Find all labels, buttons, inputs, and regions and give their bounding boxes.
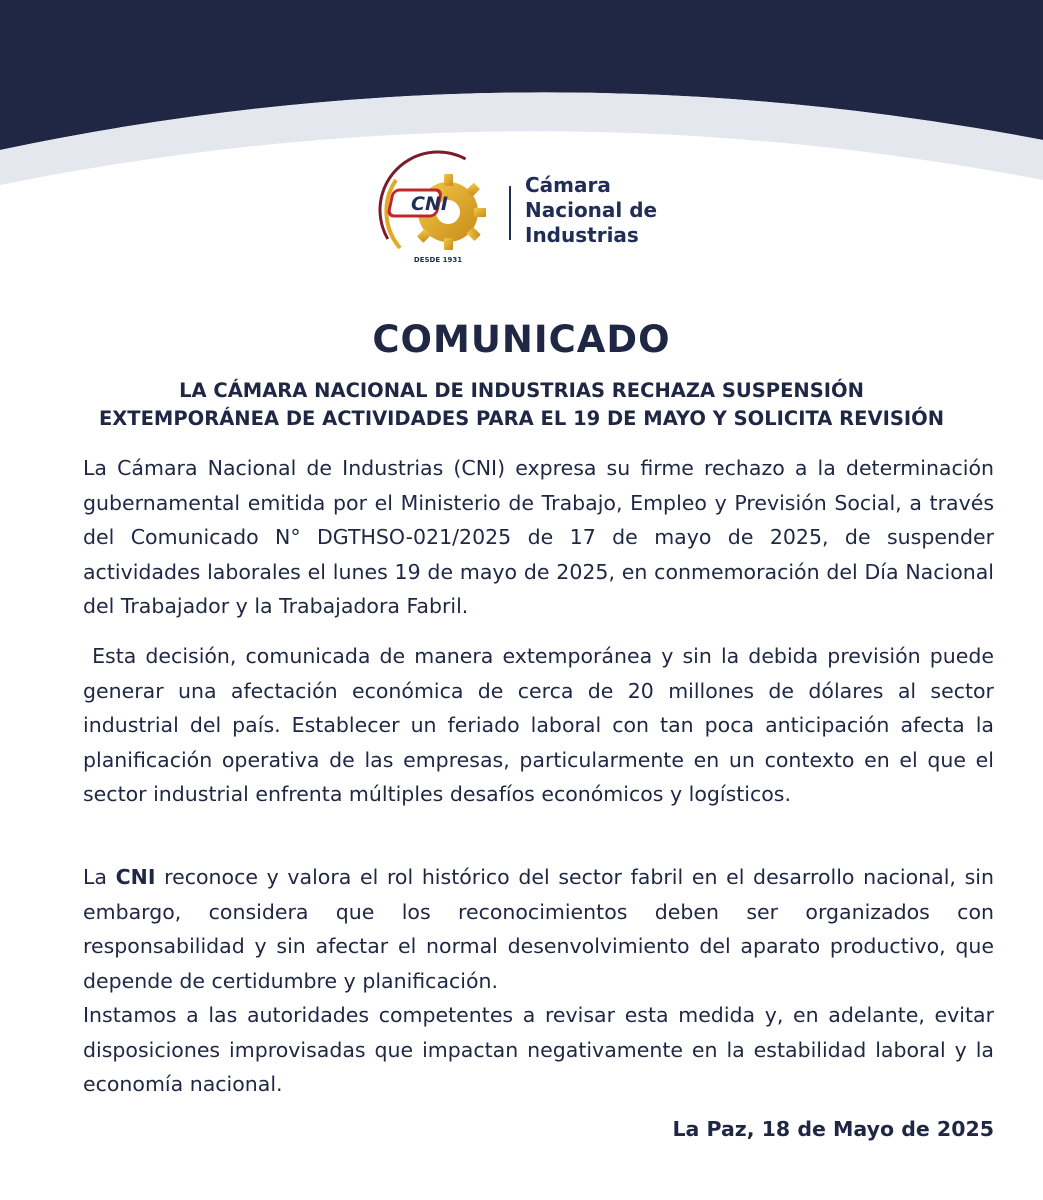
cni-logo [378, 150, 678, 275]
logo-line: Nacional de [525, 198, 658, 222]
logo-line: Cámara [525, 173, 611, 197]
headline-line: EXTEMPORÁNEA DE ACTIVIDADES PARA EL 19 DE MAYO Y SOLICITA REVISIÓN [98, 407, 945, 430]
paragraph-3-rest: reconoce y valora el rol histórico del sector fabril en el desarrollo nacional, sin embargo, considera que los reconocimientos deben ser organizados con responsabilidad y sin afectar el normal desenvolvimiento del aparato productivo, que depende de certidumbre y planificación. [83, 865, 994, 993]
place-date-signature: La Paz, 18 de Mayo de 2025 [672, 1117, 994, 1141]
cni-emblem-icon [378, 150, 503, 275]
logo-wordmark [525, 173, 657, 248]
page-title: COMUNICADO [372, 318, 671, 361]
paragraph-3-prefix: La [83, 865, 107, 889]
headline-line: LA CÁMARA NACIONAL DE INDUSTRIAS RECHAZA SUSPENSIÓN [179, 379, 864, 402]
headline [60, 377, 983, 433]
emblem-tagline: DESDE 1931 [413, 256, 463, 264]
logo-divider [509, 186, 511, 240]
paragraph-2: Esta decisión, comunicada de manera extemporánea y sin la debida previsión puede generar una afectación económica de cerca de 20 millones de dólares al sector industrial del país. Establecer un feriado laboral con tan poca anticipación afecta la planificación operativa de las empresas, particularmente en un contexto en el que el sector industrial enfrenta múltiples desafíos económicos y logísticos. [83, 644, 994, 806]
paragraph-1: La Cámara Nacional de Industrias (CNI) expresa su firme rechazo a la determinación gubernamental emitida por el Ministerio de Trabajo, Empleo y Previsión Social, a través del Comunicado N° DGTHSO-021/2025 de 17 de mayo de 2025, de suspender actividades laborales el lunes 19 de mayo de 2025, en conmemoración del Día Nacional del Trabajador y la Trabajadora Fabril. [83, 456, 994, 618]
paragraph-3-bold: CNI [115, 865, 156, 889]
emblem-letters: CNI [411, 193, 448, 215]
paragraph-4: Instamos a las autoridades competentes a revisar esta medida y, en adelante, evitar disposiciones improvisadas que impactan negativamente en la estabilidad laboral y la economía nacional. [83, 1003, 994, 1096]
paragraph-3 [83, 860, 994, 998]
logo-line: Industrias [525, 223, 639, 247]
